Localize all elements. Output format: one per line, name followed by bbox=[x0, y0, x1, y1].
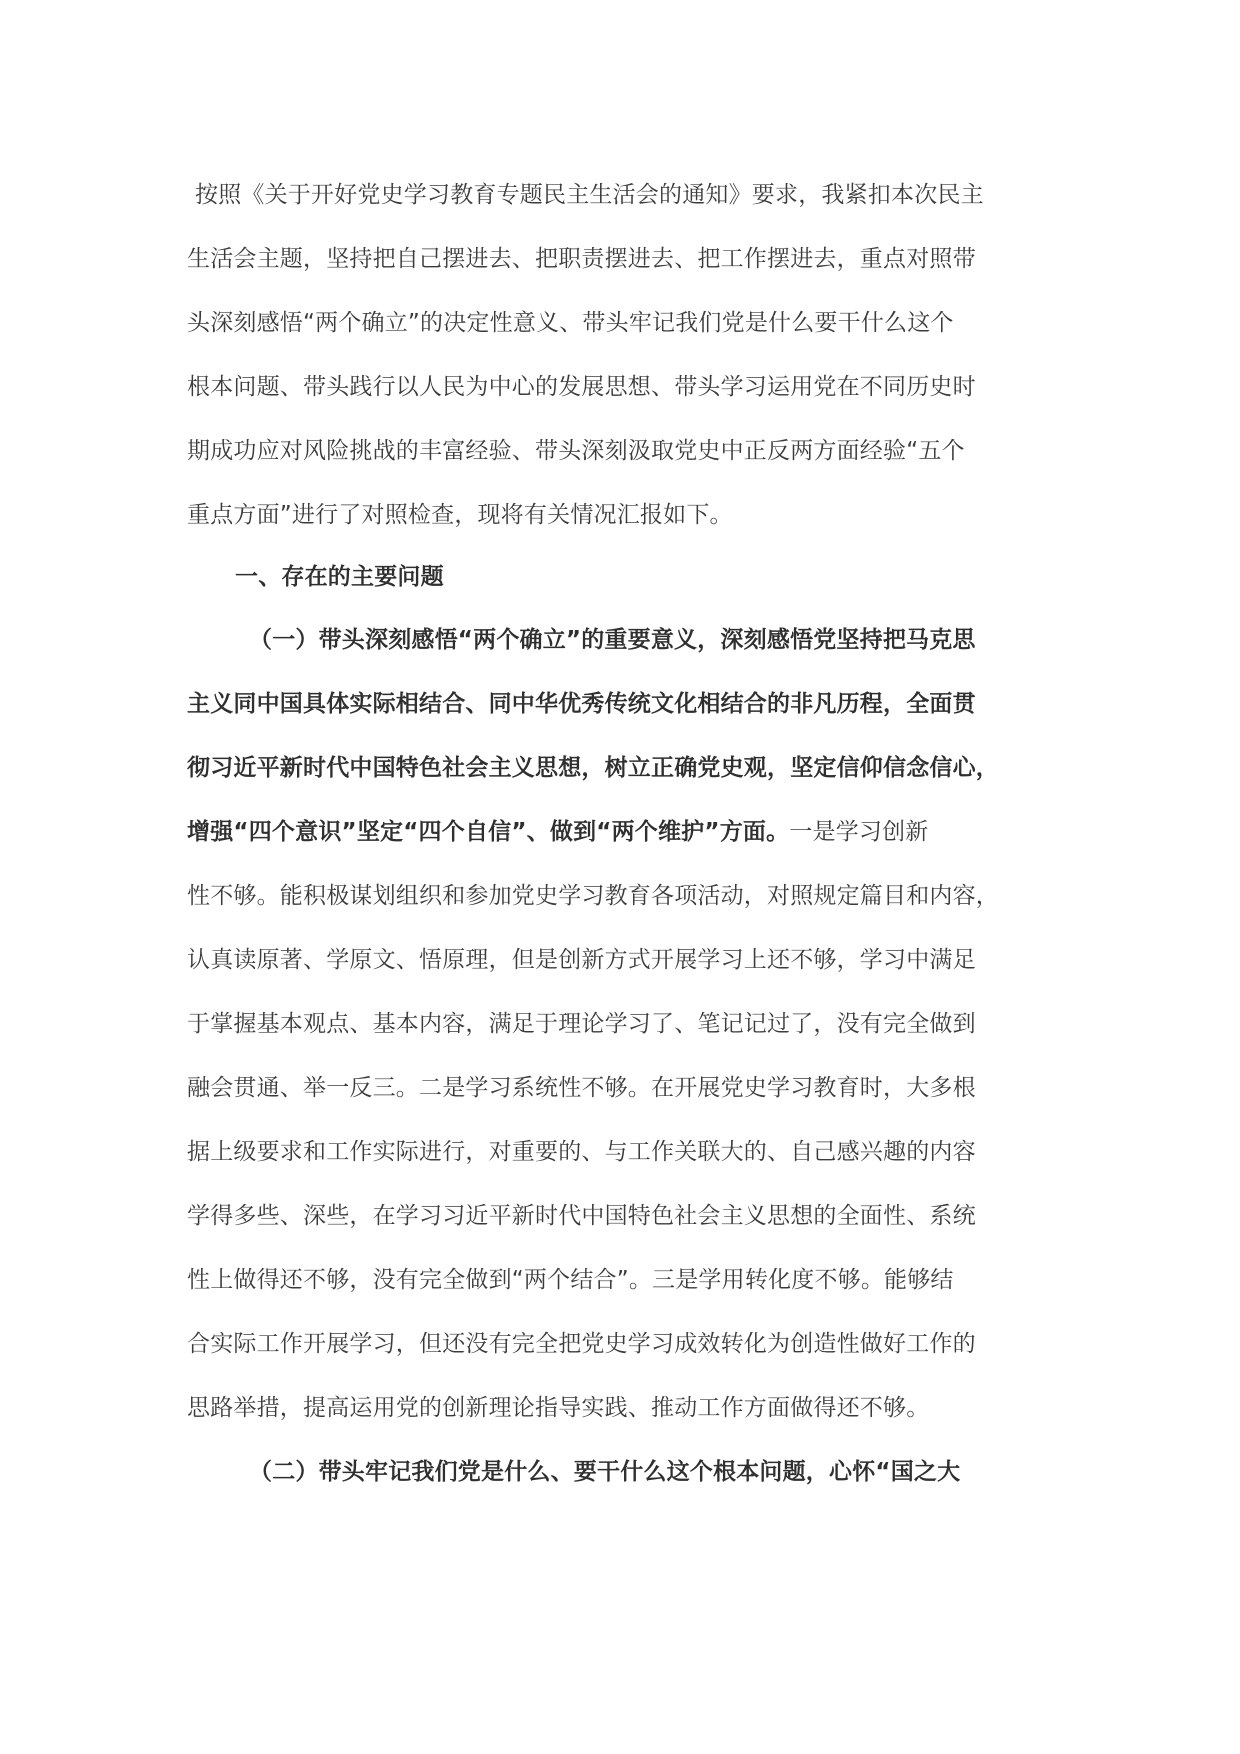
text-segment: 按照《关于开好党史学习教育专题民主生活会的通知》要求，我紧扣本次民主 bbox=[195, 182, 984, 208]
text-line bbox=[187, 817, 929, 847]
text-segment: 于掌握基本观点、基本内容，满足于理论学习了、笔记记过了，没有完全做到 bbox=[187, 1011, 976, 1037]
text-line bbox=[187, 1009, 976, 1039]
text-line bbox=[187, 436, 965, 466]
text-segment: 期成功应对风险挑战的丰富经验、带头深刻汲取党史中正反两方面经验“五个 bbox=[187, 438, 965, 464]
text-segment: 认真读原著、学原文、悟原理，但是创新方式开展学习上还不够，学习中满足 bbox=[187, 947, 976, 973]
text-segment: 一是学习创新 bbox=[789, 819, 929, 845]
bold-text-segment: 增强“四个意识”坚定“四个自信”、做到“两个维护”方面。 bbox=[187, 819, 790, 845]
text-segment: 性上做得还不够，没有完全做到“两个结合”。三是学用转化度不够。能够结 bbox=[187, 1267, 954, 1293]
text-line bbox=[249, 625, 976, 655]
text-line bbox=[187, 1201, 976, 1231]
text-line bbox=[187, 308, 954, 338]
bold-text-segment: （一）带头深刻感悟“两个确立”的重要意义，深刻感悟党坚持把马克思 bbox=[249, 627, 976, 653]
text-line bbox=[187, 372, 976, 402]
text-line bbox=[187, 753, 999, 783]
bold-text-segment: 一、存在的主要问题 bbox=[235, 564, 444, 590]
text-line bbox=[187, 1137, 976, 1167]
text-segment: 重点方面”进行了对照检查，现将有关情况汇报如下。 bbox=[187, 502, 733, 528]
text-segment: 根本问题、带头践行以人民为中心的发展思想、带头学习运用党在不同历史时 bbox=[187, 374, 976, 400]
text-line bbox=[187, 1265, 954, 1295]
text-line bbox=[187, 1329, 976, 1359]
text-segment: 头深刻感悟“两个确立”的决定性意义、带头牢记我们党是什么要干什么这个 bbox=[187, 310, 954, 336]
text-line bbox=[235, 562, 444, 592]
text-segment: 生活会主题，坚持把自己摆进去、把职责摆进去、把工作摆进去，重点对照带 bbox=[187, 246, 976, 272]
text-segment: 合实际工作开展学习，但还没有完全把党史学习成效转化为创造性做好工作的 bbox=[187, 1331, 976, 1357]
text-line bbox=[187, 689, 976, 719]
text-line bbox=[187, 1393, 929, 1423]
bold-text-segment: （二）带头牢记我们党是什么、要干什么这个根本问题，心怀“国之大 bbox=[249, 1459, 961, 1485]
text-line bbox=[187, 244, 976, 274]
text-line bbox=[187, 945, 976, 975]
text-line bbox=[187, 1073, 976, 1103]
text-line bbox=[187, 500, 733, 530]
bold-text-segment: 彻习近平新时代中国特色社会主义思想，树立正确党史观，坚定信仰信念信心， bbox=[187, 755, 999, 781]
text-line bbox=[187, 881, 999, 911]
text-segment: 性不够。能积极谋划组织和参加党史学习教育各项活动，对照规定篇目和内容， bbox=[187, 883, 999, 909]
text-line bbox=[249, 1457, 960, 1487]
text-line bbox=[195, 180, 984, 210]
text-segment: 思路举措，提高运用党的创新理论指导实践、推动工作方面做得还不够。 bbox=[187, 1395, 930, 1421]
text-segment: 学得多些、深些，在学习习近平新时代中国特色社会主义思想的全面性、系统 bbox=[187, 1203, 976, 1229]
bold-text-segment: 主义同中国具体实际相结合、同中华优秀传统文化相结合的非凡历程，全面贯 bbox=[187, 691, 976, 717]
text-segment: 融会贯通、举一反三。二是学习系统性不够。在开展党史学习教育时，大多根 bbox=[187, 1075, 976, 1101]
text-segment: 据上级要求和工作实际进行，对重要的、与工作关联大的、自己感兴趣的内容 bbox=[187, 1139, 976, 1165]
